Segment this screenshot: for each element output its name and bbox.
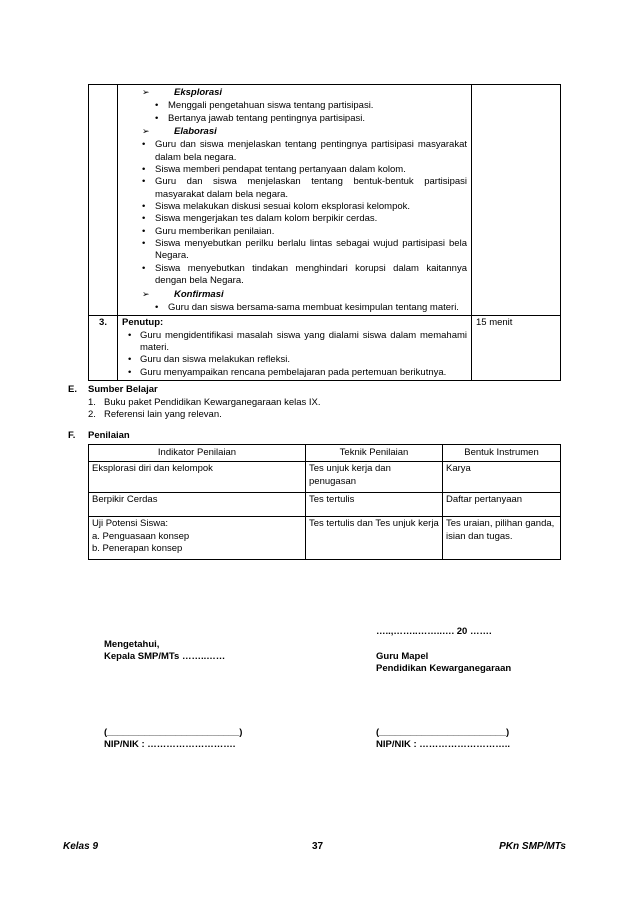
list-item: 1. Buku paket Pendidikan Kewarganegaraan kelas IX. [88,397,321,408]
bentuk-cell: Tes uraian, pilihan ganda, isian dan tugas. [443,517,561,560]
bentuk-cell: Daftar pertanyaan [443,493,561,517]
arrow-bullet-icon: ➢ [142,87,150,97]
subject-label: Pendidikan Kewarganegaraan [376,663,512,674]
step-number-cell [89,85,118,316]
list-item: • Siswa menyebutkan tindakan menghindari korupsi dalam kaitannya dengan bela Negara. [155,263,467,288]
footer-subject: PKn SMP/MTs [499,841,566,852]
list-item: 2. Referensi lain yang relevan. [88,409,222,421]
teknik-cell: Tes unjuk kerja dan penugasan [306,462,443,493]
indikator-cell: Berpikir Cerdas [89,493,306,517]
eksplorasi-list [122,100,467,125]
guru-mapel-label: Guru Mapel [376,651,429,662]
left-name-blank: (_________________________) [104,727,243,738]
list-item: • Siswa menyebutkan perilku berlalu lintas sebagai wujud partisipasi bela Negara. [155,238,467,263]
left-nip: NIP/NIK : ………………………. [104,739,236,750]
page-number: 37 [312,841,324,852]
bentuk-cell: Karya [443,462,561,493]
indikator-cell: Eksplorasi diri dan kelompok [89,462,306,493]
teknik-cell: Tes tertulis [306,493,443,517]
penutup-time: 15 menit [472,316,561,381]
list-item: • Menggali pengetahuan siswa tentang partisipasi. [168,100,467,112]
table-header-row [89,445,561,462]
mengetahui-label: Mengetahui, [104,639,160,650]
penutup-row [89,316,561,381]
table-row [89,462,561,493]
konfirmasi-list [122,302,467,314]
list-item: • Guru dan siswa bersama-sama membuat kesimpulan tentang materi. [168,302,467,314]
list-item: • Guru dan siswa menjelaskan tentang pentingnya partisipasi masyarakat dalam bela negara. [155,139,467,164]
footer-class: Kelas 9 [63,841,99,852]
arrow-bullet-icon: ➢ [142,288,150,299]
date-line: …..,……..……..…. 20 ……. [376,626,492,637]
arrow-bullet-icon: ➢ [142,126,150,137]
penutup-list [122,330,467,379]
activity-cell [118,85,472,316]
column-header: Bentuk Instrumen [443,445,561,462]
elaborasi-list [122,139,467,287]
list-item: • Siswa melakukan diskusi sesuai kolom eksplorasi kelompok. [155,201,467,213]
list-item: • Guru dan siswa menjelaskan tentang bentuk-bentuk partisipasi masyarakat dalam bela negara. [155,176,467,201]
time-cell [472,85,561,316]
right-nip: NIP/NIK : ……………………….. [376,739,511,750]
column-header: Indikator Penilaian [89,445,306,462]
list-item: • Guru mengidentifikasi masalah siswa yang dialami siswa dalam memahami materi. [140,330,467,355]
penutup-title: Penutup: [122,317,164,329]
teknik-cell: Tes tertulis dan Tes unjuk kerja [306,517,443,560]
list-item: • Siswa mengerjakan tes dalam kolom berpikir cerdas. [155,213,467,225]
konfirmasi-heading: ➢ Konfirmasi [142,288,224,300]
list-item: • Guru memberikan penilaian. [155,226,467,238]
penutup-activity-cell [118,316,472,381]
step-number: 3. [89,316,118,381]
kepala-label: Kepala SMP/MTs ……..…… [104,651,226,662]
table-row [89,493,561,517]
penilaian-heading: F. Penilaian [68,430,130,441]
elaborasi-heading: ➢ Elaborasi [142,126,217,138]
sumber-list [88,397,321,422]
table-row [89,517,561,560]
right-name-blank: (________________________) [376,727,510,738]
list-item: • Guru menyampaikan rencana pembelajaran pada pertemuan berikutnya. [140,367,467,379]
learning-steps-table [88,84,561,381]
list-item: • Guru dan siswa melakukan refleksi. [140,354,467,366]
list-item: • Bertanya jawab tentang pentingnya partisipasi. [168,113,467,125]
sumber-heading: E. Sumber Belajar [68,384,158,395]
indikator-cell: Uji Potensi Siswa: a. Penguasaan konsep b. Penerapan konsep [89,517,306,560]
column-header: Teknik Penilaian [306,445,443,462]
penilaian-table [88,444,561,560]
list-item: • Siswa memberi pendapat tentang pertanyaan dalam kolom. [155,164,467,176]
eksplorasi-heading: ➢ Eksplorasi [142,87,223,98]
inti-row [89,85,561,316]
